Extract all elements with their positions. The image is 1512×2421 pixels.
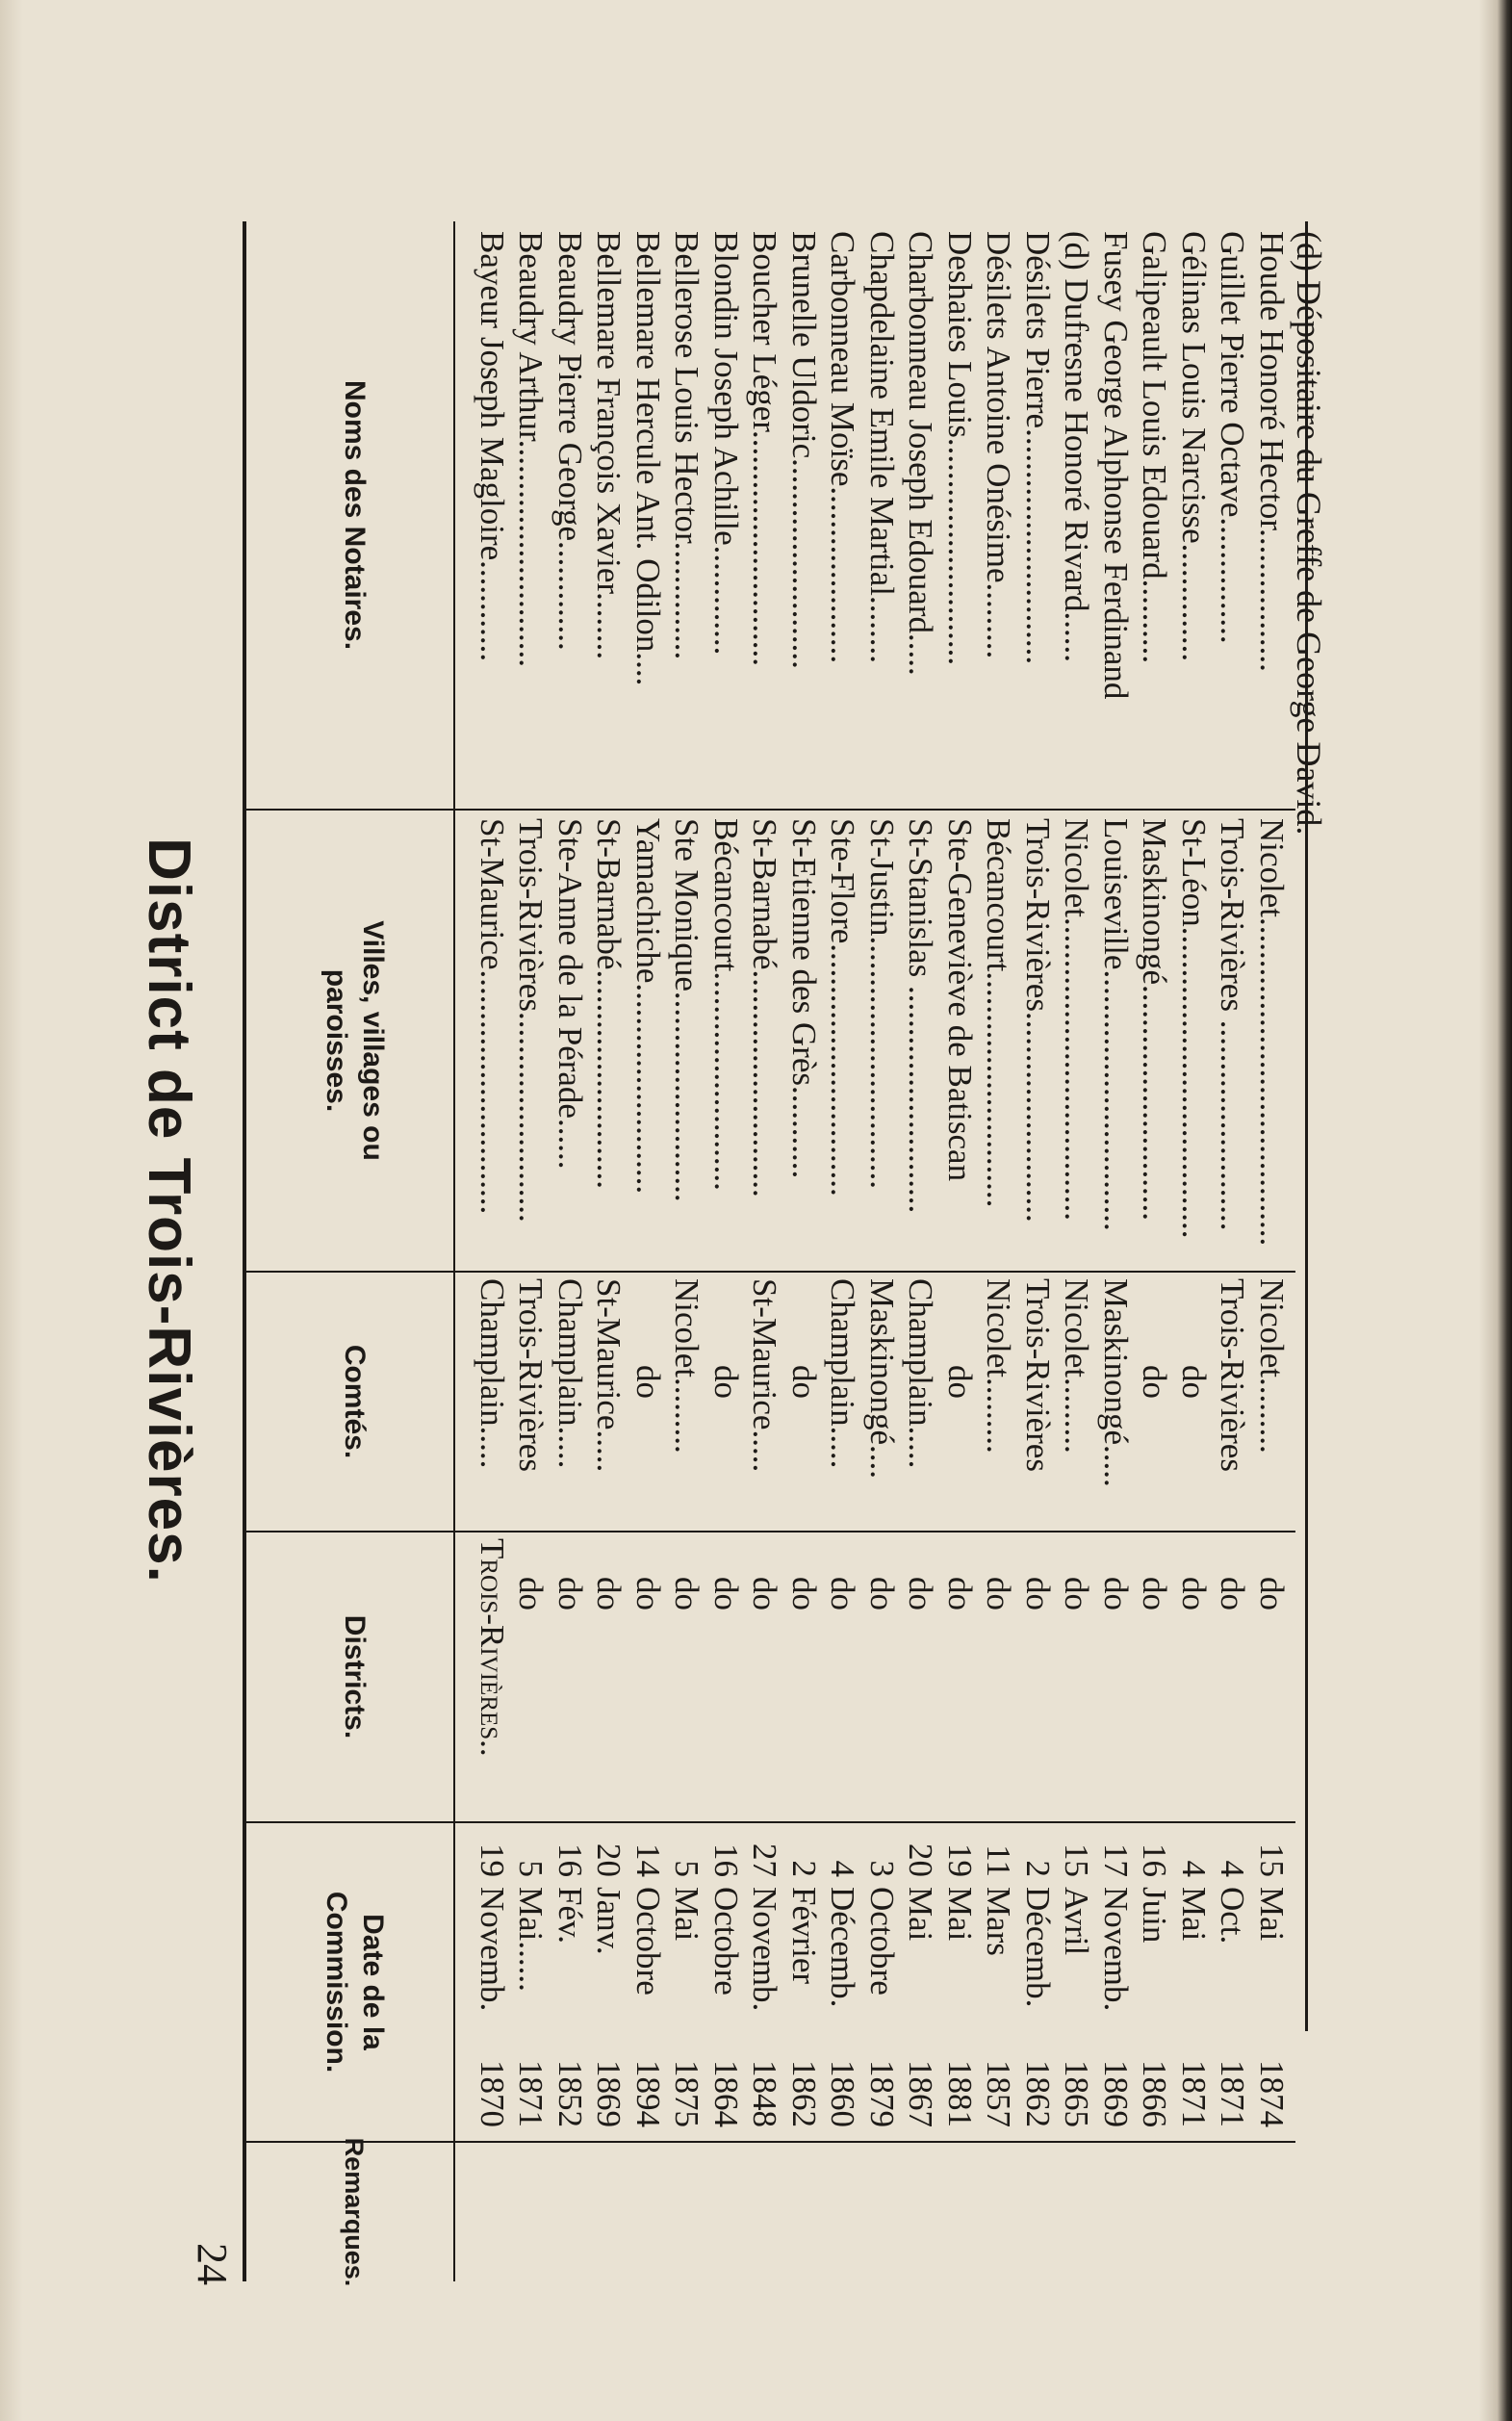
table-row xyxy=(628,0,667,2421)
town-name: St-Justin.............................. xyxy=(863,818,901,1190)
notary-name: Deshaies Louis........................... xyxy=(941,231,979,666)
notary-name: Gélinas Louis Narcisse.............. xyxy=(1175,231,1213,662)
district-name: do xyxy=(863,1577,901,1610)
district-name: do xyxy=(551,1577,589,1610)
header-dates xyxy=(251,1823,458,2141)
table-row xyxy=(902,0,940,2421)
district-name: do xyxy=(629,1577,667,1610)
district-name: do xyxy=(1253,1577,1291,1610)
commission-month: Mars xyxy=(980,1887,1018,1956)
town-name: Yamachiche......................... xyxy=(629,818,667,1195)
table-row xyxy=(1096,0,1135,2421)
header-districts: Districts. xyxy=(339,1614,372,1739)
commission-day: 4 xyxy=(824,1860,862,1877)
commission-day: 2 xyxy=(785,1860,823,1877)
commission-month: Mai xyxy=(1253,1887,1291,1942)
commission-day: 14 xyxy=(629,1843,667,1877)
notary-name: Brunelle Uldoric......................... xyxy=(785,231,823,669)
town-name: Nicolet.................................... xyxy=(1058,818,1096,1222)
notary-name: Désilets Pierre............................ xyxy=(1019,231,1057,665)
commission-month: Mai...... xyxy=(512,1887,551,1992)
table-row xyxy=(512,0,551,2421)
town-name: Ste Monique......................... xyxy=(668,818,706,1202)
commission-month: Décemb. xyxy=(1019,1887,1057,2008)
town-name: Louiseville............................... xyxy=(1097,818,1135,1231)
notary-name: Bellemare François Xavier........ xyxy=(590,231,628,660)
table-row xyxy=(473,0,511,2421)
district-name: do xyxy=(785,1577,823,1610)
county-name: Nicolet......... xyxy=(1253,1278,1291,1454)
header-rule xyxy=(453,221,455,2281)
county-name: Nicolet......... xyxy=(980,1278,1018,1454)
header-towns-text: Villes, villages ou paroisses. xyxy=(320,920,390,1161)
commission-year: 1875 xyxy=(668,2060,706,2127)
commission-month: Mai xyxy=(941,1887,979,1942)
table-row xyxy=(746,0,784,2421)
town-name: Ste-Anne de la Pérade...... xyxy=(551,818,589,1170)
table-row xyxy=(940,0,979,2421)
county-name: do xyxy=(941,1365,979,1399)
commission-year: 1860 xyxy=(824,2060,862,2127)
town-name: St-Maurice............................. xyxy=(474,818,511,1215)
notary-name: Galipeault Louis Edouard.......... xyxy=(1136,231,1174,664)
notary-name: (d) Dufresne Honoré Rivard...... xyxy=(1058,231,1096,663)
notary-name: Désilets Antoine Onésime......... xyxy=(980,231,1018,659)
commission-year: 1894 xyxy=(629,2060,667,2127)
town-name: Nicolet....................................... xyxy=(1253,818,1291,1247)
commission-year: 1869 xyxy=(590,2060,628,2127)
commission-day: 19 xyxy=(941,1843,979,1877)
commission-day: 4 xyxy=(1175,1860,1213,1877)
header-dates-text: Date de la Commission. xyxy=(320,1891,390,2073)
county-name: St-Maurice..... xyxy=(590,1278,628,1473)
town-name: St-Barnabé.......................... xyxy=(590,818,628,1189)
town-name: Trois-Rivières......................... xyxy=(1019,818,1057,1223)
town-name: Trois-Rivières ......................... xyxy=(1214,818,1252,1231)
commission-month: Décemb. xyxy=(824,1887,862,2008)
table-row xyxy=(980,0,1018,2421)
district-name: do xyxy=(590,1577,628,1610)
district-name: do xyxy=(1058,1577,1096,1610)
town-name: Trois-Rivières......................... xyxy=(512,818,551,1223)
commission-month: Mai xyxy=(668,1887,706,1942)
commission-year: 1852 xyxy=(551,2060,589,2127)
notary-name: Beaudry Arthur........................... xyxy=(512,231,551,668)
commission-day: 2 xyxy=(1019,1860,1057,1877)
commission-day: 4 xyxy=(1214,1860,1252,1877)
commission-day: 16 xyxy=(1136,1843,1174,1877)
county-name: Champlain..... xyxy=(551,1278,589,1469)
town-name: St-Stanislas ........................... xyxy=(902,818,940,1214)
district-name: do xyxy=(1175,1577,1213,1610)
header-towns xyxy=(251,811,458,1271)
county-name: Champlain..... xyxy=(824,1278,862,1469)
commission-day: 16 xyxy=(551,1843,589,1877)
county-name: do xyxy=(1136,1365,1174,1399)
table-row xyxy=(1018,0,1057,2421)
district-name: do xyxy=(902,1577,940,1610)
commission-month: Novemb. xyxy=(1097,1887,1135,2012)
commission-year: 1871 xyxy=(1214,2060,1252,2127)
commission-month: Octobre xyxy=(707,1887,745,1996)
town-name: Ste-Flore.............................. xyxy=(824,818,862,1197)
town-name: St-Etienne des Grès........... xyxy=(785,818,823,1179)
commission-year: 1864 xyxy=(707,2060,745,2127)
county-name: do xyxy=(629,1365,667,1399)
table-row xyxy=(668,0,706,2421)
footnote: (d) Dépositaire du Greffe de George David. xyxy=(1290,231,1328,836)
district-name: do xyxy=(1019,1577,1057,1610)
commission-day: 19 xyxy=(474,1843,511,1877)
county-name: Nicolet......... xyxy=(1058,1278,1096,1454)
notary-name: Beaudry Pierre George............. xyxy=(551,231,589,651)
district-name: do xyxy=(824,1577,862,1610)
commission-month: Octobre xyxy=(863,1887,901,1996)
header-remarks: Remarques. xyxy=(340,2137,370,2287)
commission-year: 1862 xyxy=(785,2060,823,2127)
notary-name: Guillet Pierre Octave............... xyxy=(1214,231,1252,644)
commission-year: 1871 xyxy=(1175,2060,1213,2127)
county-name: Champlain..... xyxy=(474,1278,511,1469)
notary-name: Bayeur Joseph Magloire............ xyxy=(474,231,511,662)
commission-month: Mai xyxy=(902,1887,940,1942)
county-name: do xyxy=(1175,1365,1213,1399)
district-name: do xyxy=(746,1577,784,1610)
commission-year: 1871 xyxy=(512,2060,551,2127)
county-name: do xyxy=(785,1365,823,1399)
page-title: District de Trois-Rivières. xyxy=(136,837,202,1584)
commission-year: 1857 xyxy=(980,2060,1018,2127)
commission-month: Juin xyxy=(1136,1887,1174,1944)
commission-year: 1879 xyxy=(863,2060,901,2127)
table-row xyxy=(1136,0,1174,2421)
commission-year: 1848 xyxy=(746,2060,784,2127)
district-name: do xyxy=(512,1577,551,1610)
header-counties: Comtés. xyxy=(339,1344,372,1459)
notary-name: Bellemare Hercule Ant. Odilon.... xyxy=(629,231,667,686)
county-name: Maskinongé..... xyxy=(1097,1278,1135,1487)
notary-name: Houde Honoré Hector................. xyxy=(1253,231,1291,672)
notary-name: Charbonneau Joseph Edouard..... xyxy=(902,231,940,676)
table-row xyxy=(784,0,823,2421)
table-row xyxy=(824,0,862,2421)
header-names: Noms des Notaires. xyxy=(339,379,372,651)
notary-name: Carbonneau Moïse..................... xyxy=(824,231,862,664)
commission-month: Oct. xyxy=(1214,1887,1252,1945)
town-name: Ste-Geneviève de Batiscan xyxy=(941,818,979,1182)
notary-name: Chapdelaine Emile Martial........ xyxy=(863,231,901,664)
table-row xyxy=(1252,0,1291,2421)
town-name: Bécancourt.......................... xyxy=(707,818,745,1191)
district-name: Trois-Rivières.. xyxy=(474,1538,511,1757)
commission-month: Fév. xyxy=(551,1887,589,1944)
town-name: Bécancourt............................ xyxy=(980,818,1018,1208)
commission-day: 20 xyxy=(902,1843,940,1877)
commission-day: 5 xyxy=(512,1860,551,1877)
county-name: Nicolet......... xyxy=(668,1278,706,1454)
commission-day: 5 xyxy=(668,1860,706,1877)
commission-year: 1867 xyxy=(902,2060,940,2127)
commission-year: 1874 xyxy=(1253,2060,1291,2127)
table-row xyxy=(706,0,745,2421)
county-name: do xyxy=(707,1365,745,1399)
district-name: do xyxy=(1214,1577,1252,1610)
commission-day: 3 xyxy=(863,1860,901,1877)
commission-year: 1869 xyxy=(1097,2060,1135,2127)
county-name: Trois-Rivières xyxy=(1214,1278,1252,1472)
county-name: Maskinongé.... xyxy=(863,1278,901,1480)
town-name: St-Barnabé........................... xyxy=(746,818,784,1198)
notary-name: Fusey George Alphonse Ferdinand xyxy=(1097,231,1135,700)
commission-day: 17 xyxy=(1097,1843,1135,1877)
district-name: do xyxy=(1136,1577,1174,1610)
commission-day: 15 xyxy=(1253,1843,1291,1877)
commission-month: Février xyxy=(785,1887,823,1985)
notary-name: Blondin Joseph Achille............. xyxy=(707,231,745,656)
table-row xyxy=(551,0,589,2421)
table-row xyxy=(590,0,628,2421)
commission-day: 15 xyxy=(1058,1843,1096,1877)
district-name: do xyxy=(1097,1577,1135,1610)
top-rule xyxy=(243,221,246,2281)
table-row xyxy=(1058,0,1096,2421)
table-row xyxy=(1174,0,1213,2421)
commission-day: 16 xyxy=(707,1843,745,1877)
county-name: Trois-Rivières xyxy=(1019,1278,1057,1472)
table-row xyxy=(862,0,901,2421)
commission-month: Novemb. xyxy=(746,1887,784,2012)
commission-year: 1862 xyxy=(1019,2060,1057,2127)
district-name: do xyxy=(707,1577,745,1610)
commission-day: 11 xyxy=(980,1844,1018,1877)
commission-year: 1865 xyxy=(1058,2060,1096,2127)
district-name: do xyxy=(980,1577,1018,1610)
district-name: do xyxy=(941,1577,979,1610)
county-name: St-Maurice..... xyxy=(746,1278,784,1473)
notary-name: Boucher Léger............................ xyxy=(746,231,784,666)
commission-year: 1881 xyxy=(941,2060,979,2127)
commission-month: Avril xyxy=(1058,1887,1096,1956)
commission-day: 20 xyxy=(590,1843,628,1877)
commission-month: Octobre xyxy=(629,1887,667,1996)
district-name: do xyxy=(668,1577,706,1610)
notary-name: Bellerose Louis Hector.............. xyxy=(668,231,706,660)
commission-month: Mai xyxy=(1175,1887,1213,1942)
commission-day: 27 xyxy=(746,1843,784,1877)
county-name: Champlain..... xyxy=(902,1278,940,1469)
table-row xyxy=(1214,0,1252,2421)
town-name: St-Léon..................................... xyxy=(1175,818,1213,1239)
page-number: 24 xyxy=(189,2243,236,2285)
county-name: Trois-Rivières xyxy=(512,1278,551,1472)
commission-month: Janv. xyxy=(590,1887,628,1955)
commission-year: 1866 xyxy=(1136,2060,1174,2127)
commission-year: 1870 xyxy=(474,2060,511,2127)
town-name: Maskinongé............................ xyxy=(1136,818,1174,1222)
commission-month: Novemb. xyxy=(474,1887,511,2012)
